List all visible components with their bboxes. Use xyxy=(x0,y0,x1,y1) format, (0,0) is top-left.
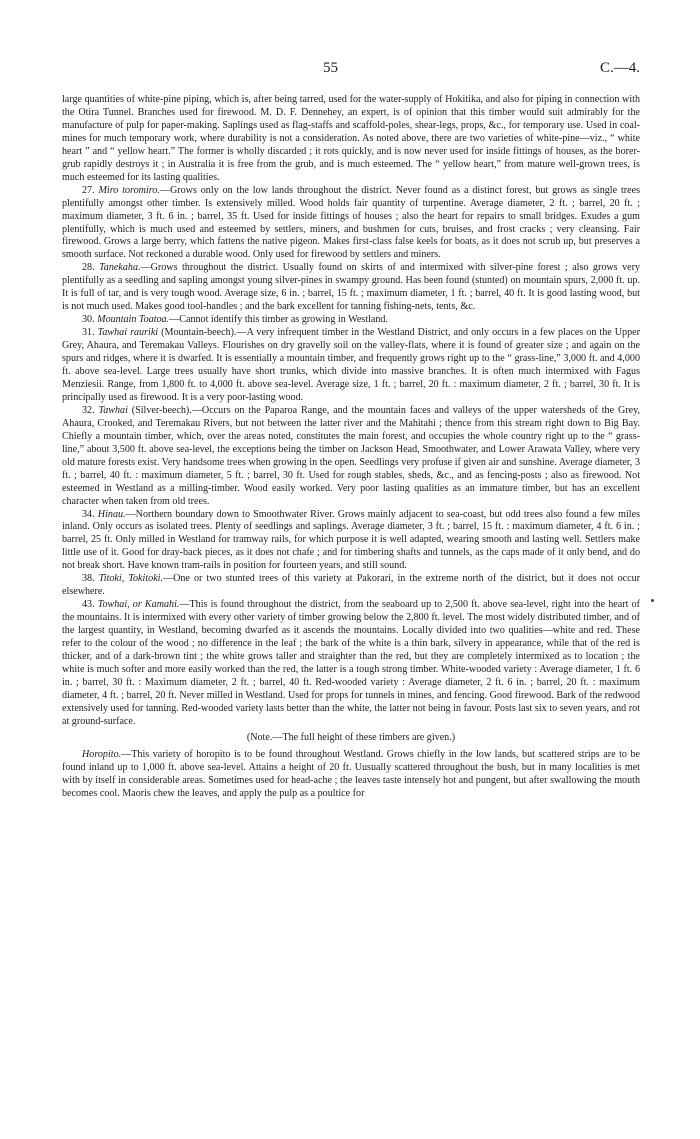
body-text xyxy=(62,94,640,800)
paragraph-number: 34. xyxy=(82,508,95,520)
scan-speck xyxy=(651,599,654,602)
species-name: Miro toromiro. xyxy=(98,184,160,196)
paragraph-27 xyxy=(62,185,640,263)
species-name: Hinau. xyxy=(97,508,126,520)
section-reference: C.—4. xyxy=(599,60,640,76)
paragraph-number: 31. xyxy=(82,327,95,339)
paragraph-text: —Cannot identify this timber as growing in Westland. xyxy=(169,314,388,326)
paragraph-text: —Grows throughout the district. Usually found on skirts of and intermixed with silver-pine forest ; also grows very plentifully as a seedling and sapling amongst young silver-pines in swampy ground. Has been found (stunted) on mountain spurs, 2,000 ft. up. It is full of tar, and is very tough wood. Average size, 6 in. ; barrel, 15 ft. ; maximum diameter, 1 ft. ; barrel, 40 ft. It is good lasting wood, but is not much used. Makes good tool-handles ; and the bark excellent for tanning fishing-nets, tents, &c. xyxy=(62,262,640,313)
paragraph-31 xyxy=(62,327,640,405)
paragraph-43 xyxy=(62,599,640,729)
paragraph-intro xyxy=(62,94,640,185)
paragraph-number: 27. xyxy=(82,184,95,196)
page-number: 55 xyxy=(323,60,338,76)
paragraph-text: (Silver-beech).—Occurs on the Paparoa Range, and the mountain faces and valleys of the upper watersheds of the Grey, Ahaura, Crooked, and Teremakau Rivers, but not between the latter river and the Mahitahi ; thence from this stream right down to Big Bay. Chiefly a mountain timber, which, over the areas noted, constitutes the main forest, and occupies the whole country right up to the “ grass-line,” about 3,500 ft. above sea-level, the exceptions being the timber on Jackson Head, Smoothwater, and Lower Arawata Valley, where very old mature forests exist. Very handsome trees when growing in the open. Seedlings very profuse if given air and sunshine. Average diameter, 3 ft. ; barrel, 40 ft. : maximum diameter, 5 ft. ; barrel, 30 ft. Used for rough stables, sheds, &c., and as fencing-posts ; also as firewood. Not esteemed in Westland as a milling-timber. Wood easily worked. Very poor lasting qualities as an immature timber, but has an excellent character when taken from old trees. xyxy=(62,404,640,507)
paragraph-32 xyxy=(62,405,640,509)
paragraph-number: 32. xyxy=(82,404,95,416)
paragraph-text: —Northern boundary down to Smoothwater River. Grows mainly adjacent to sea-coast, but odd trees also found a few miles inland. Only occurs as isolated trees. Plenty of seedlings and saplings. Average diameter, 3 ft. ; barrel, 15 ft. : maximum diameter, 4 ft. 6 in. ; barrel, 25 ft. Only milled in Westland for tramway rails, for which purpose it is well adapted, wearing smooth and lasting well. Settlers make little use of it. Good for dray-back pieces, as it does not chafe ; and for timbering shafts and tunnels, as the caps made of it only bend, and do not break short. Have known tram-rails in position for fourteen years, and still sound. xyxy=(62,508,640,572)
paragraph-34 xyxy=(62,509,640,574)
paragraph-number: 43. xyxy=(82,599,95,611)
paragraph-text: —One or two stunted trees of this variety at Pakorari, in the extreme north of the district, but it does not occur elsewhere. xyxy=(62,573,640,598)
paragraph-number: 38. xyxy=(82,573,95,585)
species-name: Tawhai rauriki xyxy=(97,327,159,339)
paragraph-text: —Grows only on the low lands throughout the district. Never found as a distinct forest, but grows as single trees plentifully amongst other timber. Is extensively milled. Wood holds fair quantity of turpentine. Average diameter, 2 ft. ; barrel, 20 ft. ; maximum diameter, 3 ft. 6 in. ; barrel, 35 ft. Used for inside fittings of houses ; also the heart for repairs to small bridges. Exudes a gum plentifully, which is much used and esteemed by settlers, miners, and bushmen for cuts, bruises, and frost cracks ; very cleansing. Fair firewood. Grows a large berry, which fattens the native pigeon. Makes first-class false keels for boats, as it does not scrub up, but preserves a smooth surface. Not reckoned a durable wood. Only used for firewood by settlers and miners. xyxy=(62,184,640,261)
paragraph-number: 28. xyxy=(82,262,95,274)
species-name: Tanekaha. xyxy=(99,262,141,274)
paragraph-horopito xyxy=(62,749,640,801)
species-name: Towhai, or Kamahi. xyxy=(97,599,180,611)
editorial-note: (Note.—The full height of these timbers are given.) xyxy=(246,731,456,743)
species-name: Horopito. xyxy=(82,748,122,760)
running-header xyxy=(0,60,700,80)
paragraph-text: —This variety of horopito is to be found throughout Westland. Grows chiefly in the low lands, but scattered strips are to be found inland up to 1,000 ft. above sea-level. Attains a height of 20 ft. Uusually scattered throughout the bush, but in many localities is met with by itself in considerable areas. Sometimes used for head-ache ; the leaves taste intensely hot and pungent, but after swallowing the mouth becomes cool. Maoris chew the leaves, and apply the pulp as a poultice for xyxy=(62,748,640,799)
paragraph-30 xyxy=(62,314,640,327)
paragraph-text: (Mountain-beech).—A very infrequent timber in the Westland District, and only occurs in a few places on the Upper Grey, Ahaura, and Teremakau Valleys. Flourishes on dry gravelly soil on the valley-flats, where it is found of greater size ; and again on the spurs and ridges, where it is dwarfed. It is essentially a mountain timber, and frequently grows right up to the “ grass-line,” 3,000 ft. and 4,000 ft. above sea-level. Large trees usually have short trunks, which divide into massive branches. It is often much intermixed with Fagus Menziesii. Range, from 1,800 ft. to 4,000 ft. above sea-level. Average size, 1 ft. ; barrel, 20 ft. : maximum diameter, 2 ft. ; barrel, 30 ft. It is principally used as firewood. It is a very poor-lasting wood. xyxy=(62,327,640,403)
paragraph-28 xyxy=(62,262,640,314)
paragraph-38 xyxy=(62,573,640,599)
paragraph-number: 30. xyxy=(82,314,95,326)
species-name: Tawhai xyxy=(98,404,128,416)
species-name: Titoki, Tokitoki. xyxy=(98,573,163,585)
paragraph-text: —This is found throughout the district, from the seaboard up to 2,500 ft. above sea-level, right into the heart of the mountains. It is intermixed with every other variety of timber growing below the 2,800 ft. level. The most widely distributed timber, and of the largest quantity, in Westland, becoming dwarfed as it ascends the mountains. Locally divided into two qualities—white and red. These refer to the colour of the wood ; no difference in the leaf ; the bark of the white is a thin bark, silvery in appearance, while that of the red is thicker, and of a dark-brown tint ; the white grows taller and straighter than the red, but they are completely intermixed as to location ; the white is much softer and more easily worked than the red, the latter is a tough strong timber. White-wooded variety : Average diameter, 1 ft. 6 in. ; barrel, 30 ft. : Maximum diameter, 2 ft. ; barrel, 40 ft. Red-wooded variety : Average diameter, 2 ft. 6 in. ; barrel, 20 ft. : maximum diameter, 4 ft. ; barrel, 20 ft. Never milled in Westland. Used for props for tunnels in mines, and fencing. Good firewood. Bark of the redwood extensively used for tanning. Red-wooded variety lasts better than the white, the latter not being in favour. Posts last six to seven years, and rot at ground-surface. xyxy=(62,599,640,727)
species-name: Mountain Toatoa. xyxy=(97,314,170,326)
paragraph-text: large quantities of white-pine piping, which is, after being tarred, used for the water-supply of Hokitika, and also for piping in connection with the Otira Tunnel. Branches used for firewood. M. D. F. Dennehey, an expert, is of opinion that this timber would suit admirably for the manufacture of pulp for paper-making. Saplings used as flag-staffs and scaffold-poles, shear-legs, props, &c., for temporary use. Used in coal-mines for much temporary work, where durability is not a consideration. As noted above, there are two varieties of white-pine—viz., “ white heart ” and “ yellow heart.” The former is wholly discarded ; it rots quickly, and is now never used for inside fittings of houses, as the borer-grub rapidly destroys it ; in Australia it is free from the grub, and is much esteemed. The “ yellow heart,” from mature well-grown trees, is much esteemed for its lasting qualities. xyxy=(62,94,640,183)
